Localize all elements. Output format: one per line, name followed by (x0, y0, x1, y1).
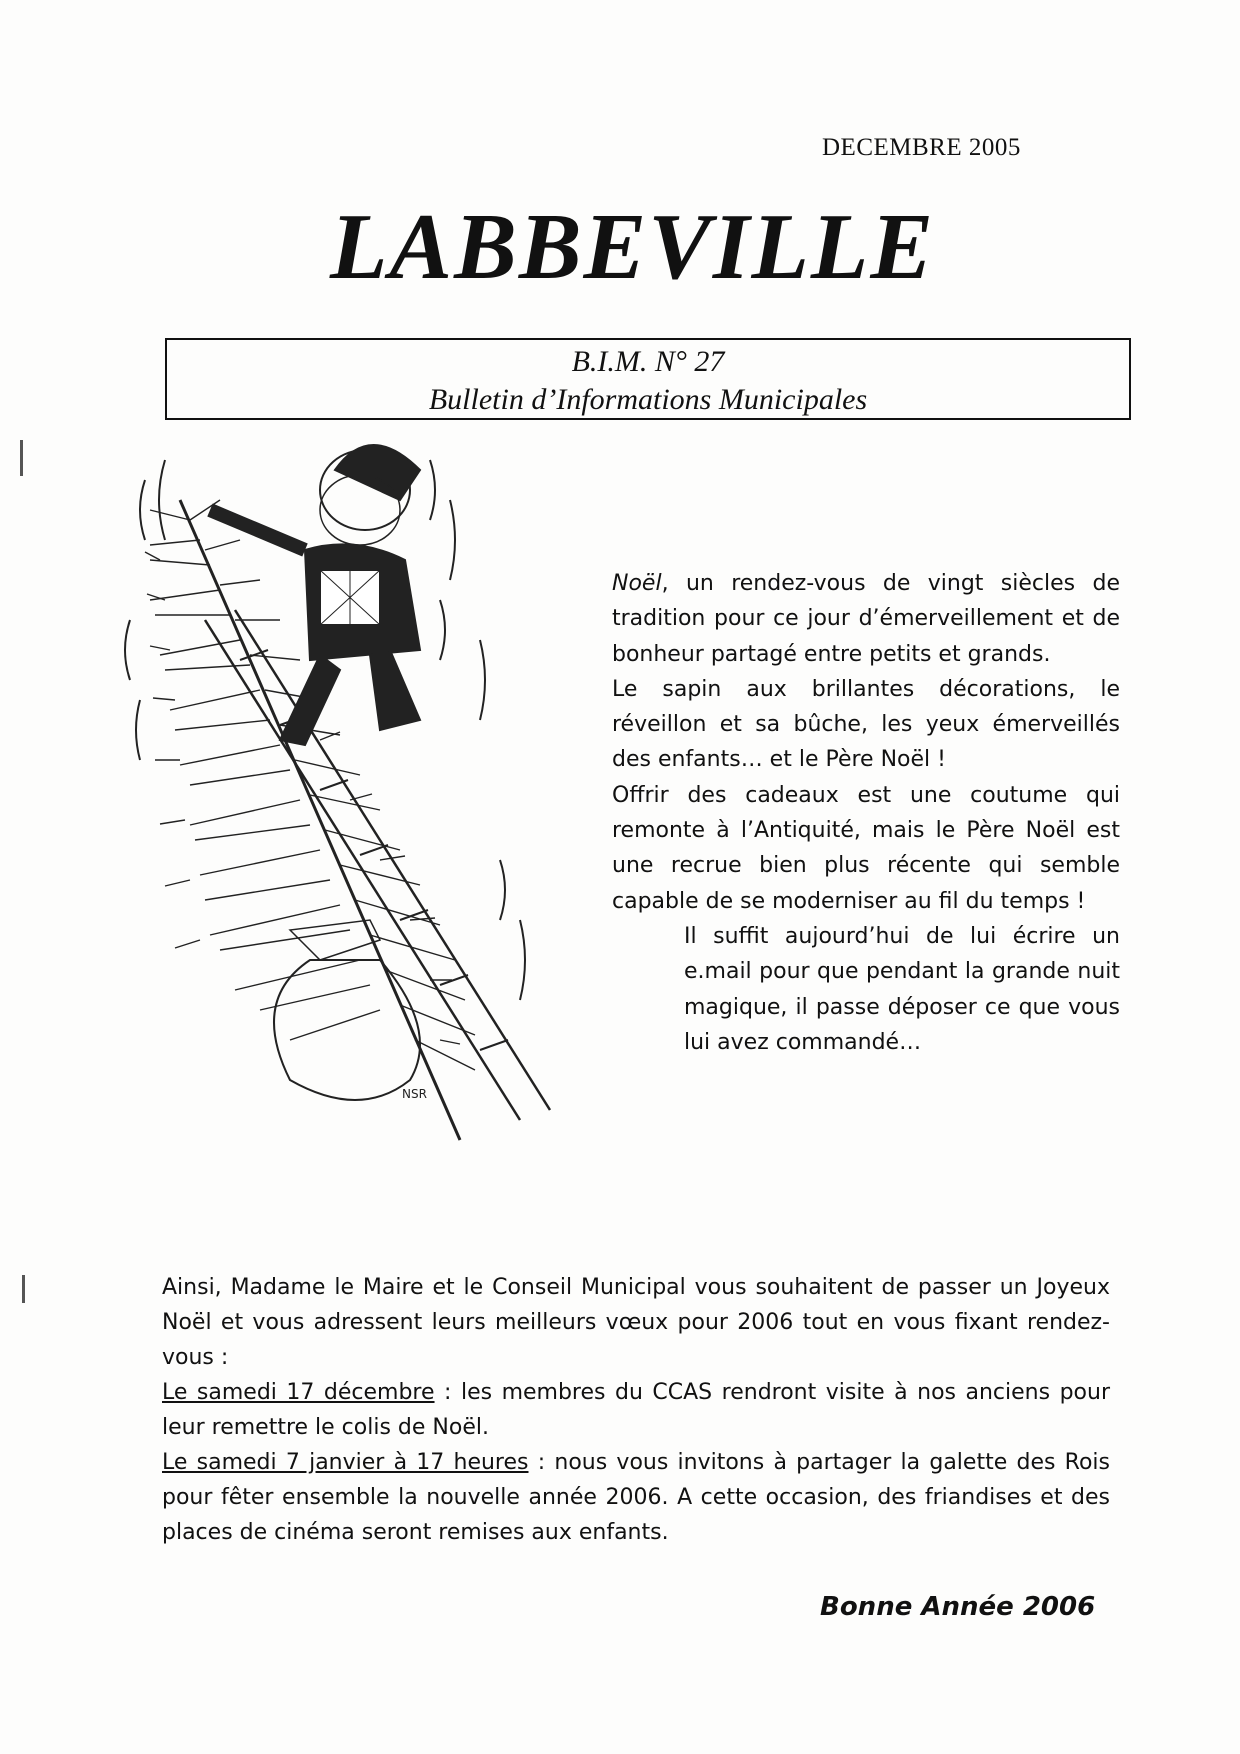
issue-date: DECEMBRE 2005 (822, 134, 1021, 161)
bulletin-title-box (165, 338, 1131, 420)
event-2-date: Le samedi 7 janvier à 17 heures (162, 1450, 529, 1475)
intro-paragraph-1-rest: , un rendez-vous de vingt siècles de tradition pour ce jour d’émerveillement et de bonheur partagé entre petits et grands. (612, 571, 1120, 667)
illustration-signature: NSR (402, 1087, 427, 1101)
noel-word: Noël (612, 571, 662, 596)
scan-mark (22, 1275, 25, 1303)
closing-wishes: Bonne Année 2006 (820, 1592, 1096, 1622)
intro-paragraph-2: Le sapin aux brillantes décorations, le réveillon et sa bûche, les yeux émerveillés des enfants… et le Père Noël ! (612, 676, 1120, 773)
event-1 (162, 1375, 1110, 1445)
intro-paragraph-1 (612, 566, 1120, 672)
bulletin-number: B.I.M. N° 27 (571, 345, 725, 378)
event-1-date: Le samedi 17 décembre (162, 1380, 435, 1405)
town-masthead: LABBEVILLE (330, 195, 936, 299)
intro-text (612, 566, 1120, 1060)
event-1-text: : les membres du CCAS rendront visite à nos anciens pour leur remettre le colis de Noël. (162, 1380, 1110, 1440)
scan-mark (20, 440, 23, 476)
greetings-paragraph: Ainsi, Madame le Maire et le Conseil Municipal vous souhaitent de passer un Joyeux Noël et vous adressent leurs meilleurs vœux pour 2006 tout en vous fixant rendez-vous : (162, 1275, 1110, 1370)
santa-ladder-tree-illustration (120, 440, 620, 1240)
event-2 (162, 1445, 1110, 1550)
event-2-text: : nous vous invitons à partager la galette des Rois pour fêter ensemble la nouvelle année 2006. A cette occasion, des friandises et des places de cinéma seront remises aux enfants. (162, 1450, 1111, 1545)
bulletin-name: Bulletin d’Informations Municipales (428, 383, 868, 416)
intro-paragraph-4: Il suffit aujourd’hui de lui écrire un e.mail pour que pendant la grande nuit magique, il passe déposer ce que vous lui avez commandé… (684, 923, 1120, 1055)
intro-paragraph-3: Offrir des cadeaux est une coutume qui remonte à l’Antiquité, mais le Père Noël est une recrue bien plus récente qui semble capable de se moderniser au fil du temps ! (612, 782, 1120, 914)
greetings-text (162, 1270, 1110, 1550)
